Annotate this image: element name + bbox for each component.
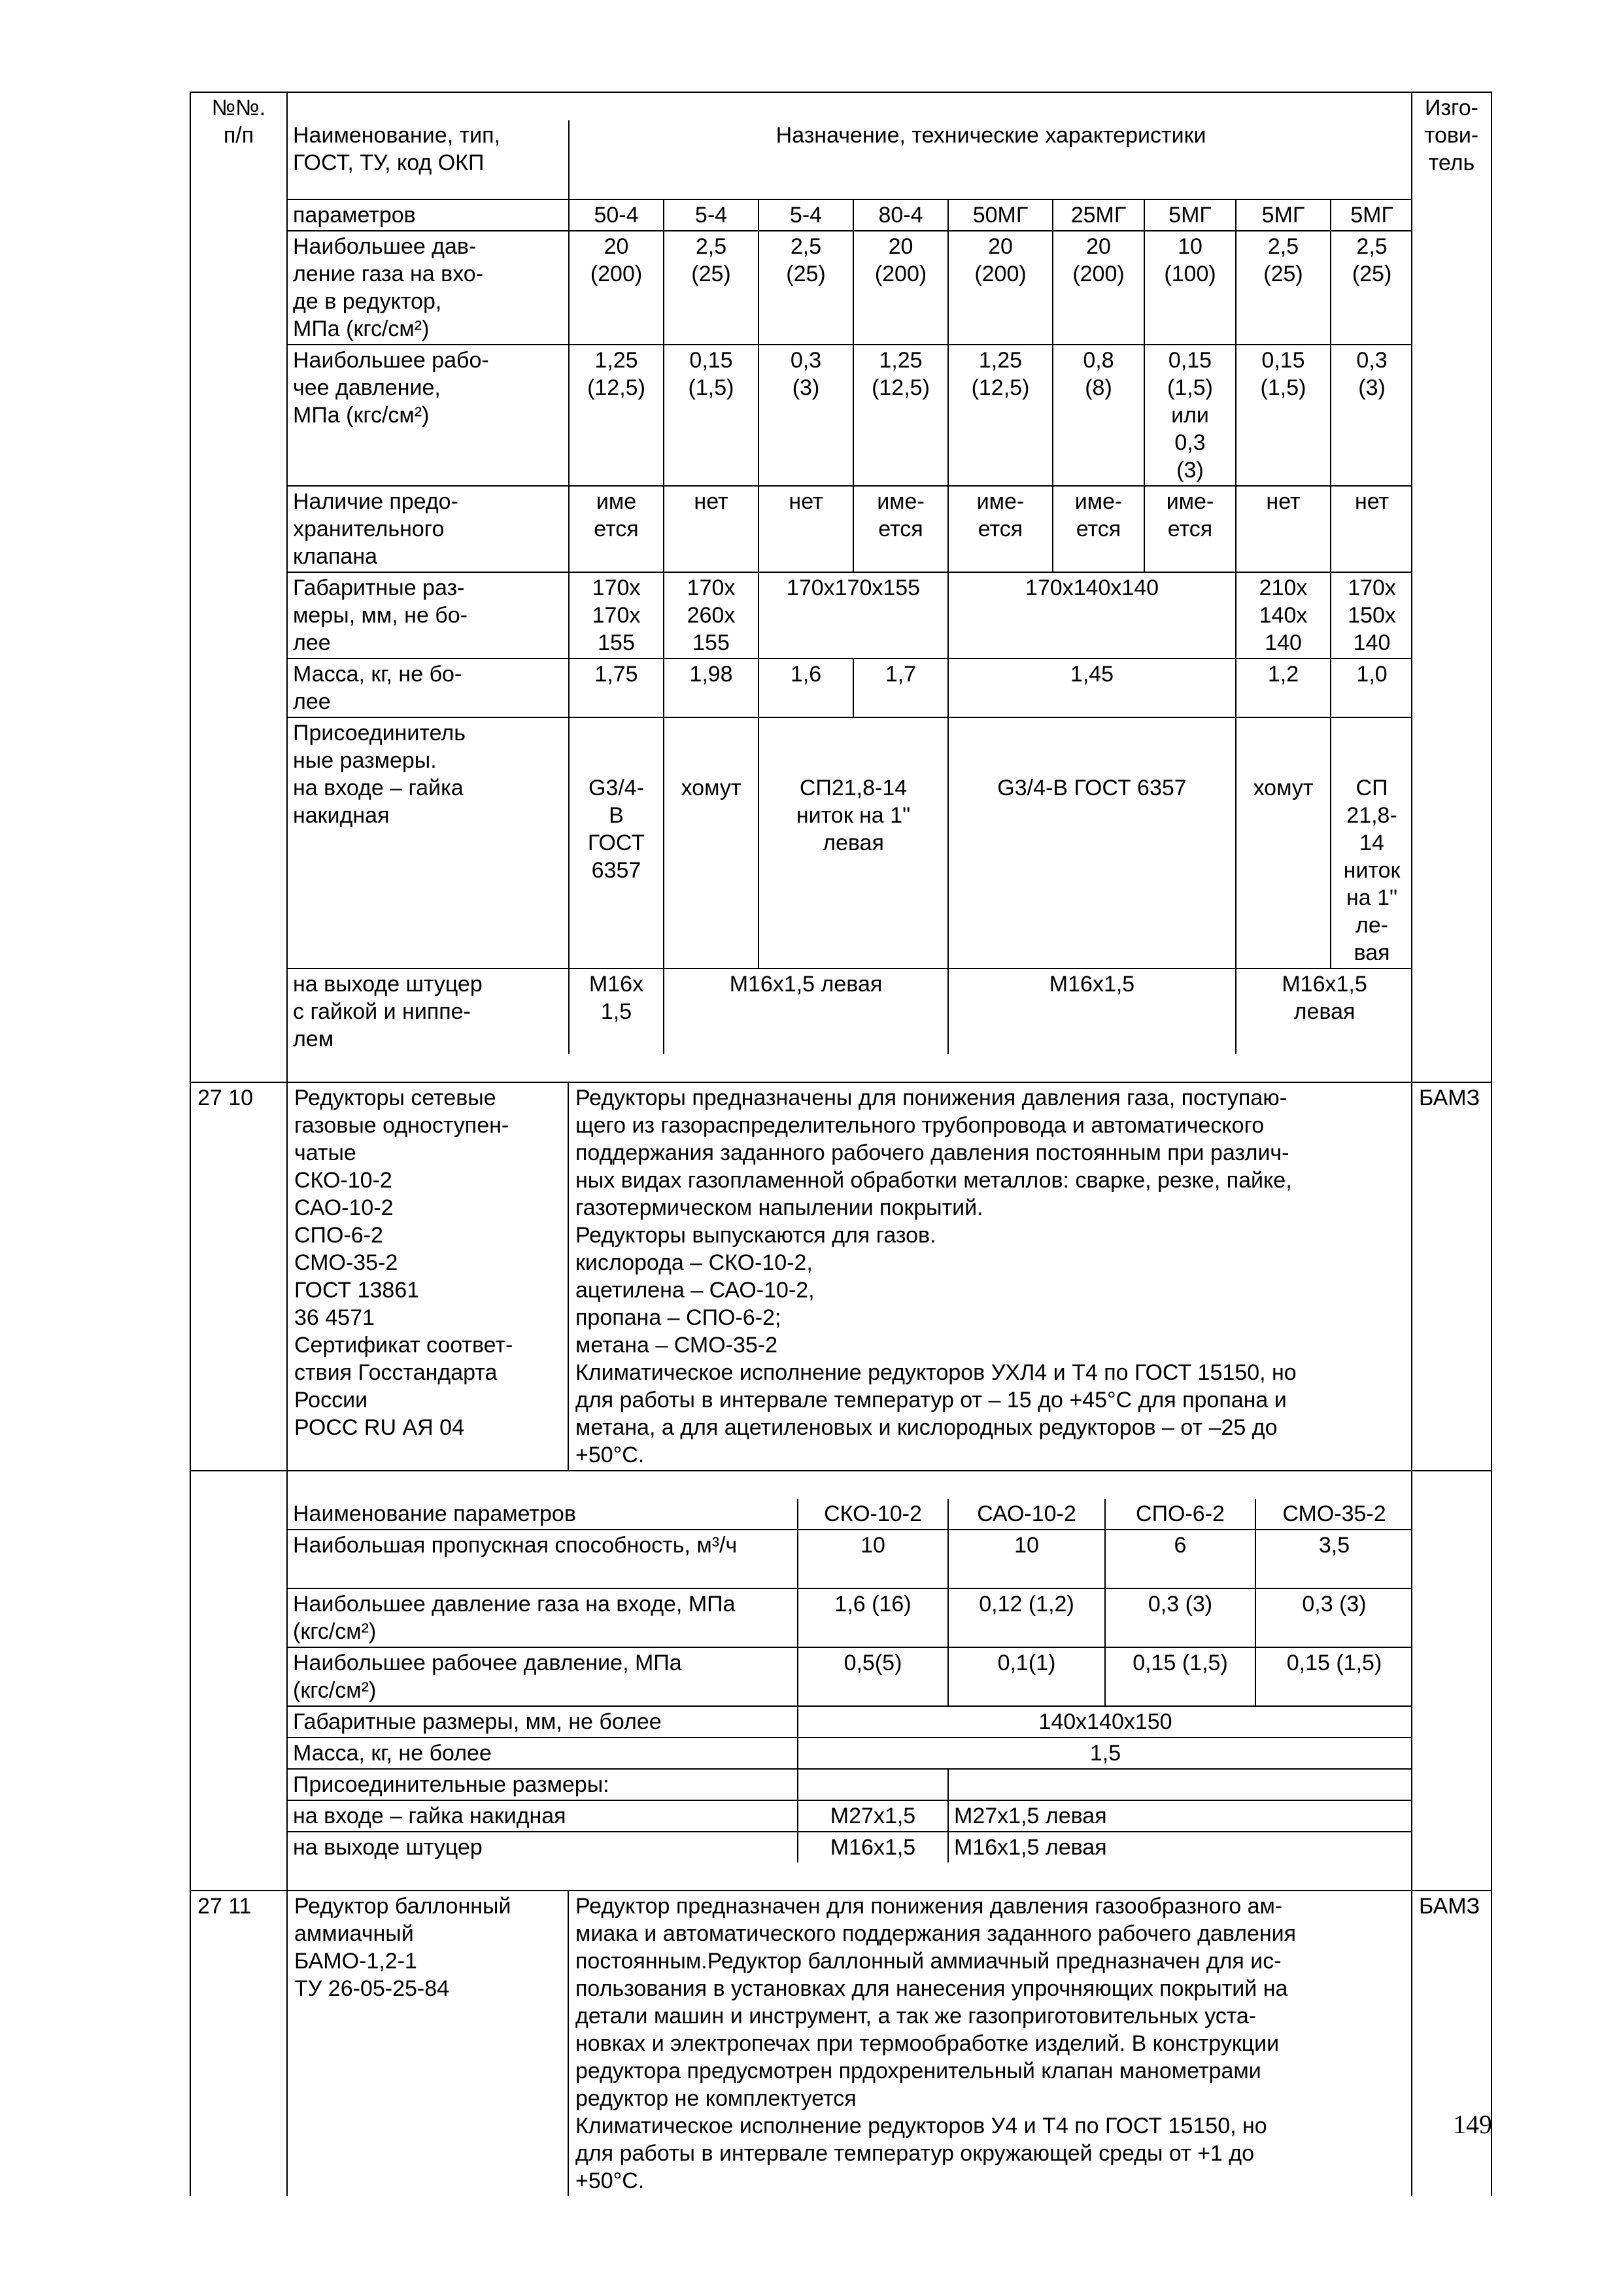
param-value: 0,12 (1,2) [948,1588,1105,1647]
param-label: Наибольшее рабочее давление, МПа (кгс/см²) [288,1647,798,1706]
param-label: Наибольшая пропускная способность, м³/ч [288,1530,798,1588]
param-header: параметров [288,199,569,231]
param-value: 20 (200) [569,231,664,345]
param-value: име- ется [1053,486,1144,572]
page-number: 149 [1453,2110,1492,2139]
params-header: Наименование параметров [288,1499,798,1530]
conn-in-row [288,717,1412,968]
catalog-table [190,92,1492,2196]
col-name-header: Наименование, тип, ГОСТ, ТУ, код ОКП [288,120,569,199]
conn-in-value: СП21,8-14 ниток на 1" левая [758,717,948,968]
params-table-wrap [287,1471,1412,1891]
dims-value: 210x 140x 140 [1236,572,1331,659]
conn-out-value: M16x1,5 левая [664,968,948,1054]
param-value: име- ется [853,486,948,572]
mass-label: Масса, кг, не бо- лее [288,659,569,717]
dims-value: 170x170x155 [758,572,948,659]
param-value: 0,8 (8) [1053,345,1144,486]
item-description: Редукторы предназначены для понижения давления газа, поступаю- щего из газораспределительного трубопровода и автоматического поддержания заданного рабочего давления постоянным при различ- ных видах газопламенной обработки металлов: сварке, резке, пайке, газотермическом напылении покрытий. Редукторы выпускаются для газов. кислорода – СКО-10-2, ацетилена – САО-10-2, пропана – СПО-6-2; метана – СМО-35-2 Климатическое исполнение редукторов УХЛ4 и Т4 по ГОСТ 15150, но для работы в интервале температур от – 15 до +45°С для пропана и метана, а для ацетиленовых и кислородных редукторов – от –25 до +50°С. [568,1082,1412,1471]
first-product-table [288,120,1412,1054]
param-value: 0,15 (1,5) [1255,1647,1412,1706]
conn-out-value: M16x 1,5 [569,968,664,1054]
param-label: Наибольшее давление газа на входе, МПа (кгс/см²) [288,1588,798,1647]
param-value: 6 [1105,1530,1255,1588]
param-value: 0,3 (3) [1105,1588,1255,1647]
param-value: 0,3 (3) [758,345,853,486]
conn-out-value: M16x1,5 левая [1236,968,1412,1054]
dims-value: 170x140x140 [948,572,1236,659]
param-row [288,345,1412,486]
params-table [288,1499,1412,1862]
model-cell: 80-4 [853,199,948,231]
dims-value: 170x 260x 155 [664,572,758,659]
param-value: нет [758,486,853,572]
mass-value: 1,45 [948,659,1236,717]
item-params-2710 [190,1471,1491,1891]
dims-row [288,572,1412,659]
param-value: 20 (200) [948,231,1053,345]
param-value: 2,5 (25) [664,231,758,345]
model-cell: 50МГ [948,199,1053,231]
mass-value: 1,6 [758,659,853,717]
item-name: Редуктор баллонный аммиачный БАМО-1,2-1 ТУ 26-05-25-84 [287,1891,568,2196]
mass-value: 1,75 [569,659,664,717]
mass-row [288,659,1412,717]
mass-value: 1,0 [1331,659,1412,717]
param-model: САО-10-2 [948,1499,1105,1530]
model-cell: 5МГ [1331,199,1412,231]
conn-in-value: G3/4-B ГОСТ 6357 [948,717,1236,968]
conn-in-value: хомут [664,717,758,968]
item-number: 27 11 [190,1891,287,2196]
dims-label: Габаритные размеры, мм, не более [288,1706,798,1738]
param-value: нет [664,486,758,572]
param-value: 1,25 (12,5) [948,345,1053,486]
param-value: нет [1331,486,1412,572]
model-cell: 5-4 [758,199,853,231]
model-cell: 5-4 [664,199,758,231]
mass-value: 1,2 [1236,659,1331,717]
model-cell: 5МГ [1236,199,1331,231]
conn-in-value: M27x1,5 [798,1800,948,1832]
header-row [190,92,1491,1082]
mass-label: Масса, кг, не более [288,1738,798,1769]
param-value: 2,5 (25) [1236,231,1331,345]
conn-label: Присоединительные размеры: [288,1769,798,1800]
param-value: 0,3 (3) [1331,345,1412,486]
dims-value: 170x 150x 140 [1331,572,1412,659]
param-value: име- ется [1144,486,1236,572]
param-value: 0,15 (1,5) [1236,345,1331,486]
item-maker: БАМЗ [1412,1891,1491,2196]
dims-value: 170x 170x 155 [569,572,664,659]
param-value: 1,25 (12,5) [569,345,664,486]
mass-value: 1,98 [664,659,758,717]
conn-in-label: Присоединитель ные размеры. на входе – гайка накидная [288,717,569,968]
param-model: СПО-6-2 [1105,1499,1255,1530]
param-label: Наибольшее рабо- чее давление, МПа (кгс/см²) [288,345,569,486]
dims-label: Габаритные раз- меры, мм, не бо- лее [288,572,569,659]
conn-in-value: СП 21,8- 14 ниток на 1" ле- вая [1331,717,1412,968]
param-value: 0,5(5) [798,1647,948,1706]
param-label: Наибольшее дав- ление газа на вхо- де в редуктор, МПа (кгс/см²) [288,231,569,345]
param-value: 10 (100) [1144,231,1236,345]
mass-value: 1,7 [853,659,948,717]
param-value: 0,3 (3) [1255,1588,1412,1647]
conn-out-label: на выходе штуцер с гайкой и ниппе- лем [288,968,569,1054]
conn-out-label: на выходе штуцер [288,1832,798,1862]
param-value: 20 (200) [853,231,948,345]
param-value: име ется [569,486,664,572]
param-model: СМО-35-2 [1255,1499,1412,1530]
item-row-2711 [190,1891,1491,2196]
param-value: име- ется [948,486,1053,572]
param-row [288,231,1412,345]
col-maker-header: Изго- тови- тель [1412,92,1491,1082]
models-row [288,199,1412,231]
param-value: 0,1(1) [948,1647,1105,1706]
conn-in-value: хомут [1236,717,1331,968]
conn-out-row [288,968,1412,1054]
conn-out-value: M16x1,5 левая [948,1832,1412,1862]
param-value: 2,5 (25) [1331,231,1412,345]
param-value: нет [1236,486,1331,572]
item-row-2710 [190,1082,1491,1471]
conn-in-value: G3/4- B ГОСТ 6357 [569,717,664,968]
param-value: 2,5 (25) [758,231,853,345]
item-maker: БАМЗ [1412,1082,1491,1471]
param-value: 0,15 (1,5) [664,345,758,486]
dims-value: 140x140x150 [798,1706,1412,1738]
conn-out-value: M16x1,5 [798,1832,948,1862]
model-cell: 5МГ [1144,199,1236,231]
item-name: Редукторы сетевые газовые одноступен- чатые СКО-10-2 САО-10-2 СПО-6-2 СМО-35-2 ГОСТ 13861 36 4571 Сертификат соответ- ствия Госстандарта России РОСС RU АЯ 04 [287,1082,568,1471]
param-value: 1,25 (12,5) [853,345,948,486]
param-value: 0,15 (1,5) [1105,1647,1255,1706]
conn-in-value: M27x1,5 левая [948,1800,1412,1832]
item-number: 27 10 [190,1082,287,1471]
param-value: 10 [798,1530,948,1588]
param-value: 10 [948,1530,1105,1588]
conn-out-value: M16x1,5 [948,968,1236,1054]
model-cell: 25МГ [1053,199,1144,231]
model-cell: 50-4 [569,199,664,231]
col-purpose-header: Назначение, технические характеристики [569,120,1412,199]
item-description: Редуктор предназначен для понижения давления газообразного ам- миака и автоматического поддержания заданного рабочего давления постоянным.Редуктор баллонный аммиачный предназначен для ис- пользования в установках для нанесения упрочняющих покрытий на детали машин и инструмент, а так же газоприготовительных уста- новках и электропечах при термообработке изделий. В конструкции редуктора предусмотрен прдохренительный клапан манометрами редуктор не комплектуется Климатическое исполнение редукторов У4 и Т4 по ГОСТ 15150, но для работы в интервале температур окружающей среды от +1 до +50°С. [568,1891,1412,2196]
param-value: 20 (200) [1053,231,1144,345]
param-value: 3,5 [1255,1530,1412,1588]
continuation-block [287,92,1412,1082]
param-model: СКО-10-2 [798,1499,948,1530]
mass-value: 1,5 [798,1738,1412,1769]
param-value: 1,6 (16) [798,1588,948,1647]
conn-in-label: на входе – гайка накидная [288,1800,798,1832]
param-label: Наличие предо- хранительного клапана [288,486,569,572]
param-row [288,486,1412,572]
col-num-header: №№. п/п [190,92,287,1082]
param-value: 0,15 (1,5) или 0,3 (3) [1144,345,1236,486]
